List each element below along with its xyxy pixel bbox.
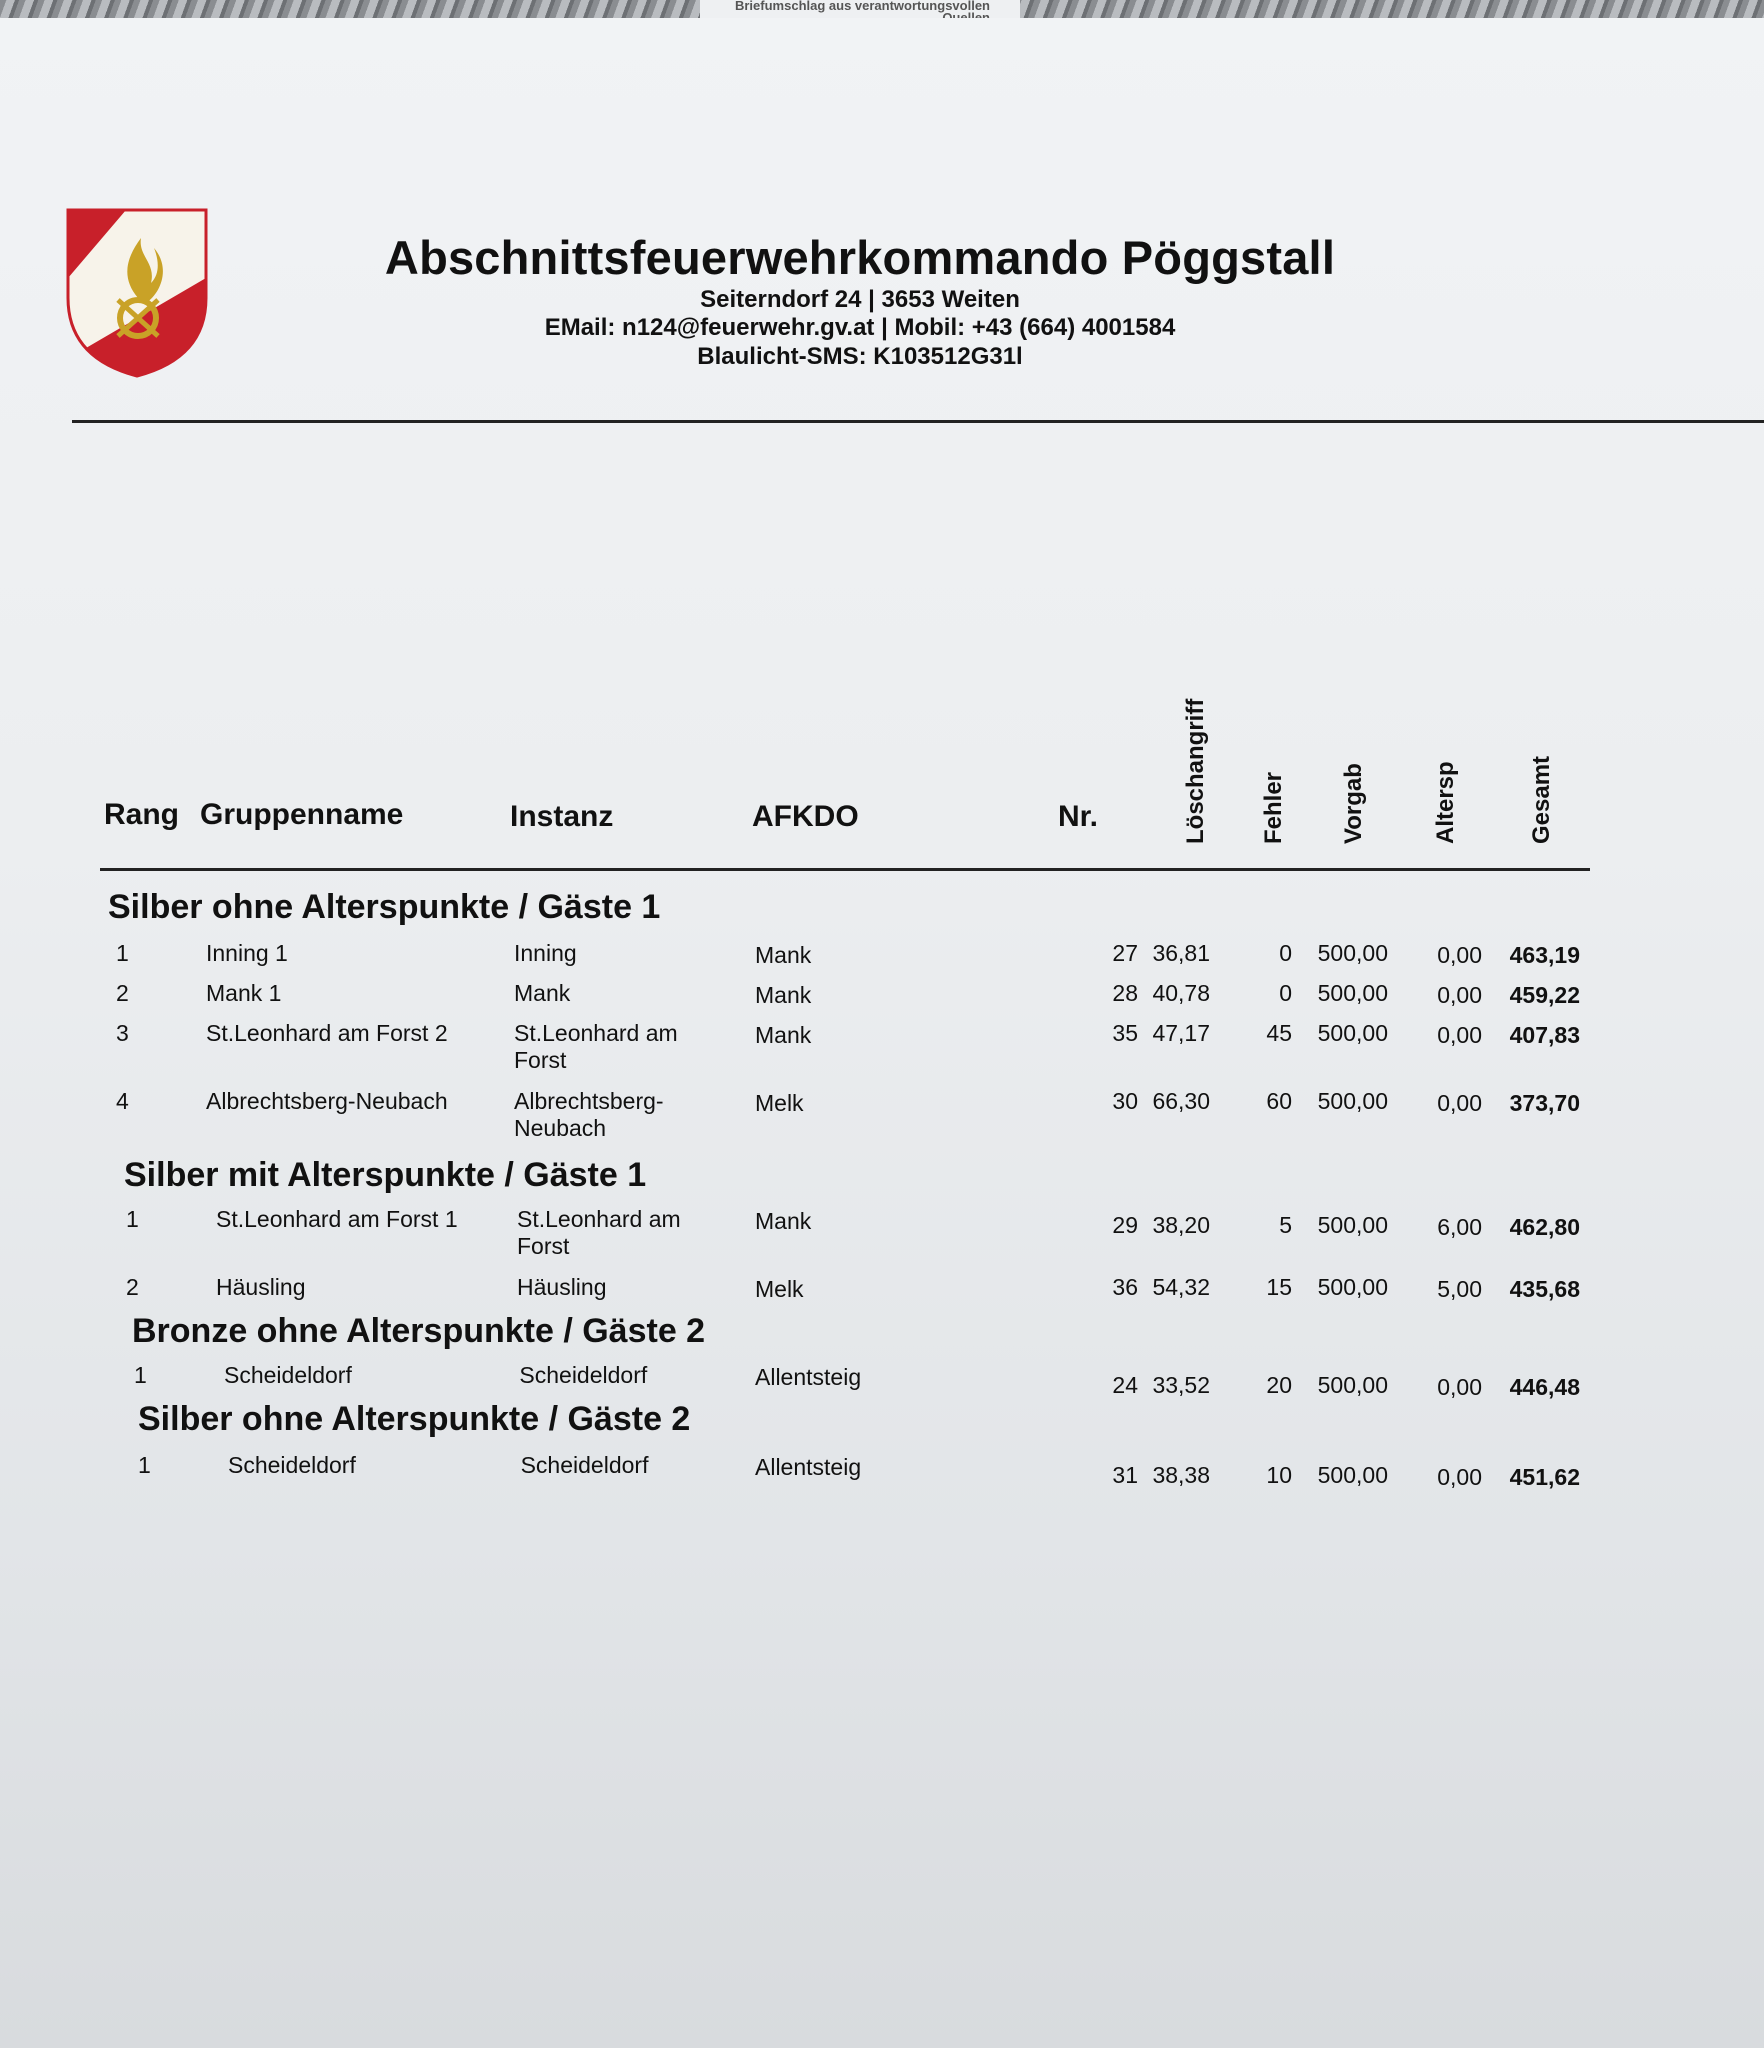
gruppenname-cell: St.Leonhard am Forst 2 [206, 1020, 448, 1046]
gruppenname-cell: Albrechtsberg-Neubach [206, 1088, 448, 1114]
address-line: Seiterndorf 24 | 3653 Weiten [700, 286, 1020, 313]
col-header-gruppenname: Gruppenname [200, 798, 404, 831]
gesamt-cell: 446,48 [1509, 1374, 1580, 1400]
fehler-cell: 60 [1266, 1088, 1292, 1114]
fehler-cell: 15 [1266, 1274, 1292, 1300]
afkdo-cell: Allentsteig [755, 1454, 862, 1480]
section-title: Bronze ohne Alterspunkte / Gäste 2 [132, 1312, 706, 1350]
fehler-cell: 10 [1266, 1462, 1292, 1488]
fehler-cell: 20 [1266, 1372, 1292, 1398]
altersp-cell: 0,00 [1437, 982, 1482, 1008]
gesamt-cell: 407,83 [1509, 1022, 1580, 1048]
fehler-cell: 45 [1266, 1020, 1292, 1046]
gesamt-cell: 462,80 [1509, 1214, 1580, 1240]
table-header-rule [100, 868, 1590, 871]
nr-cell: 24 [1112, 1372, 1138, 1398]
loeschangriff-cell: 66,30 [1152, 1088, 1210, 1114]
rang-cell: 4 [116, 1088, 129, 1114]
altersp-cell: 0,00 [1437, 1022, 1482, 1048]
col-header-rang: Rang [104, 798, 179, 831]
instanz-cell: St.Leonhard am Forst [514, 1020, 678, 1073]
vorgab-cell: 500,00 [1317, 1462, 1388, 1488]
document-sheet [0, 18, 1764, 2048]
altersp-cell: 0,00 [1437, 942, 1482, 968]
col-header-gesamt: Gesamt [1528, 755, 1555, 844]
section-title: Silber mit Alterspunkte / Gäste 1 [124, 1156, 647, 1194]
gruppenname-cell: Inning 1 [206, 940, 288, 966]
gesamt-cell: 373,70 [1509, 1090, 1580, 1116]
rang-cell: 2 [116, 980, 129, 1006]
col-header-loeschangriff: Löschangriff [1182, 698, 1209, 844]
section-title: Silber ohne Alterspunkte / Gäste 2 [138, 1400, 691, 1438]
vorgab-cell: 500,00 [1317, 1212, 1388, 1238]
instanz-cell: Inning [514, 940, 577, 966]
instanz-cell: Häusling [517, 1274, 607, 1300]
vorgab-cell: 500,00 [1317, 1372, 1388, 1398]
afkdo-cell: Mank [755, 1022, 812, 1048]
instanz-cell: Albrechtsberg-Neubach [514, 1088, 664, 1141]
gruppenname-cell: Häusling [216, 1274, 306, 1300]
sms-line: Blaulicht-SMS: K103512G31l [697, 343, 1023, 370]
afkdo-cell: Allentsteig [755, 1364, 862, 1390]
instanz-cell: Mank [514, 980, 571, 1006]
contact-line: EMail: n124@feuerwehr.gv.at | Mobil: +43 (664) 4001584 [544, 314, 1176, 341]
nr-cell: 30 [1112, 1088, 1138, 1114]
header-rule [72, 420, 1764, 423]
afkdo-cell: Mank [755, 982, 812, 1008]
afkdo-cell: Melk [755, 1090, 804, 1116]
rang-cell: 3 [116, 1020, 129, 1046]
nr-cell: 35 [1112, 1020, 1138, 1046]
section-title: Silber ohne Alterspunkte / Gäste 1 [108, 888, 661, 926]
rang-cell: 2 [126, 1274, 139, 1300]
fehler-cell: 0 [1279, 940, 1292, 966]
altersp-cell: 6,00 [1437, 1214, 1482, 1240]
gruppenname-cell: St.Leonhard am Forst 1 [216, 1206, 458, 1232]
afkdo-cell: Mank [755, 1208, 812, 1234]
rang-cell: 1 [138, 1452, 151, 1478]
nr-cell: 28 [1112, 980, 1138, 1006]
nr-cell: 27 [1112, 940, 1138, 966]
vorgab-cell: 500,00 [1317, 1088, 1388, 1114]
fehler-cell: 0 [1279, 980, 1292, 1006]
gruppenname-cell: Scheideldorf [228, 1452, 356, 1478]
vorgab-cell: 500,00 [1317, 940, 1388, 966]
nr-cell: 31 [1112, 1462, 1138, 1488]
altersp-cell: 0,00 [1437, 1464, 1482, 1490]
gesamt-cell: 459,22 [1509, 982, 1580, 1008]
nr-cell: 29 [1112, 1212, 1138, 1238]
loeschangriff-cell: 38,20 [1152, 1212, 1210, 1238]
rang-cell: 1 [116, 940, 129, 966]
altersp-cell: 5,00 [1437, 1276, 1482, 1302]
afkdo-cell: Melk [755, 1276, 804, 1302]
col-header-vorgab: Vorgab [1340, 763, 1367, 844]
loeschangriff-cell: 40,78 [1152, 980, 1210, 1006]
instanz-cell: St.Leonhard am Forst [517, 1206, 681, 1259]
vorgab-cell: 500,00 [1317, 1274, 1388, 1300]
altersp-cell: 0,00 [1437, 1090, 1482, 1116]
col-header-altersp: Altersp [1432, 761, 1459, 844]
gruppenname-cell: Scheideldorf [224, 1362, 352, 1388]
loeschangriff-cell: 47,17 [1152, 1020, 1210, 1046]
gruppenname-cell: Mank 1 [206, 980, 282, 1006]
rang-cell: 1 [126, 1206, 139, 1232]
page-title: Abschnittsfeuerwehrkommando Pöggstall [384, 231, 1336, 284]
col-header-fehler: Fehler [1260, 771, 1287, 844]
envelope-strip-text: Briefumschlag aus verantwortungsvollen [700, 0, 1020, 24]
loeschangriff-cell: 33,52 [1152, 1372, 1210, 1398]
afkdo-cell: Mank [755, 942, 812, 968]
vorgab-cell: 500,00 [1317, 980, 1388, 1006]
loeschangriff-cell: 54,32 [1152, 1274, 1210, 1300]
vorgab-cell: 500,00 [1317, 1020, 1388, 1046]
col-header-afkdo: AFKDO [752, 800, 859, 833]
gesamt-cell: 451,62 [1509, 1464, 1580, 1490]
loeschangriff-cell: 38,38 [1152, 1462, 1210, 1488]
rang-cell: 1 [134, 1362, 147, 1388]
col-header-instanz: Instanz [510, 800, 614, 833]
gesamt-cell: 463,19 [1509, 942, 1580, 968]
nr-cell: 36 [1112, 1274, 1138, 1300]
instanz-cell: Scheideldorf [520, 1452, 649, 1478]
col-header-nr: Nr. [1058, 800, 1099, 833]
gesamt-cell: 435,68 [1509, 1276, 1580, 1302]
fehler-cell: 5 [1279, 1212, 1292, 1238]
instanz-cell: Scheideldorf [519, 1362, 648, 1388]
altersp-cell: 0,00 [1437, 1374, 1482, 1400]
fire-brigade-crest-icon [66, 208, 208, 378]
loeschangriff-cell: 36,81 [1152, 940, 1210, 966]
